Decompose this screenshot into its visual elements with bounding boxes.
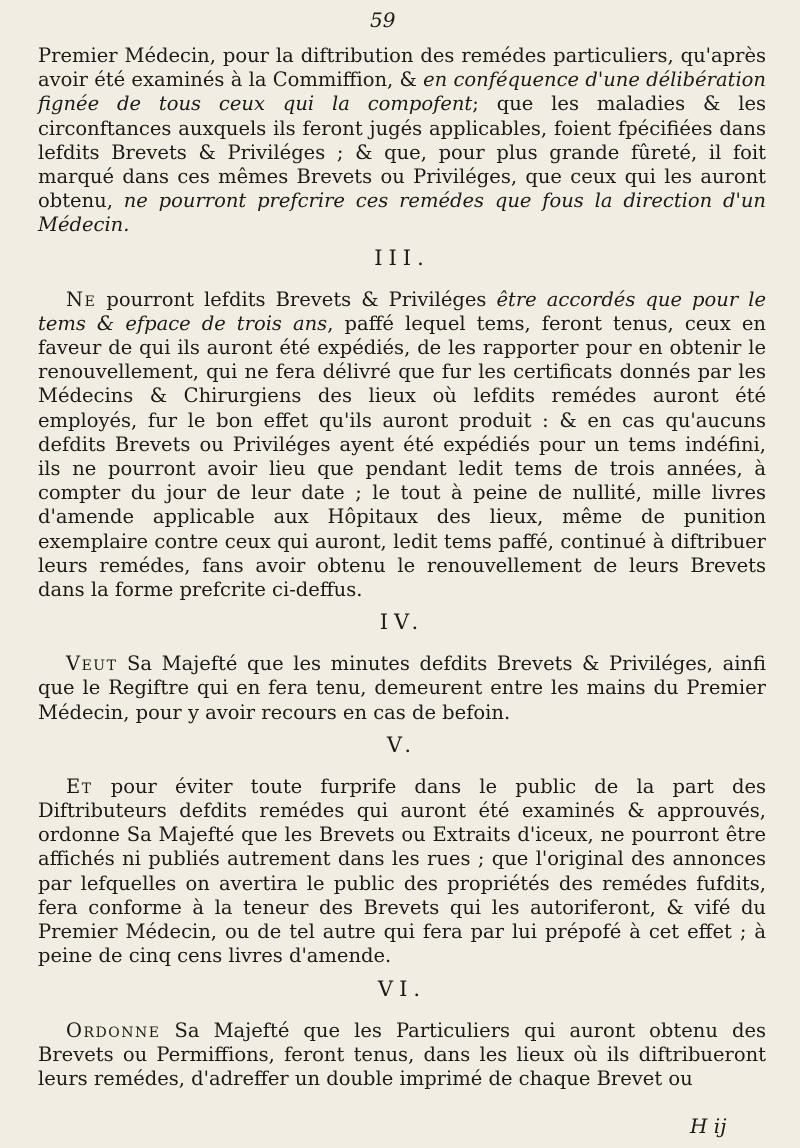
section-heading-iii: III. bbox=[374, 245, 430, 270]
lead-word: Et bbox=[66, 774, 93, 798]
text-run: Sa Majefté que les minutes defdits Brevets & Priviléges, ainfi que le Regiftre qui en fera tenu, demeurent entre les mains du Premier Médecin, pour y avoir recours en cas de befoin. bbox=[38, 652, 766, 724]
lead-word: Veut bbox=[66, 652, 118, 676]
article-v-paragraph bbox=[38, 775, 766, 969]
italic-run: être accordés que pour le tems & efpace de trois ans bbox=[38, 287, 766, 335]
paragraph-continuation bbox=[38, 44, 766, 238]
lead-word: Ne bbox=[66, 287, 97, 311]
text-run: Premier Médecin, pour la diftribution des remédes particuliers, qu'après avoir été examinés à la Commiffion, & bbox=[38, 44, 766, 92]
article-iii-paragraph bbox=[38, 288, 766, 603]
text-run: , paffé lequel tems, feront tenus, ceux en faveur de qui ils auront été expédiés, de les rapporter pour en obtenir le renouvellement, qui ne fera délivré que fur les certificats donnés par les Médecins & Chirurgiens des lieux où lefdits remédes auront été employés, fur le bon effet qu'ils auront produit : & en cas qu'aucuns defdits Brevets ou Priviléges ayent été expédiés pour un tems indéfini, ils ne pourront avoir lieu que pendant ledit tems de trois années, à compter du jour de leur date ; le tout à peine de nullité, mille livres d'amende applicable aux Hôpitaux des lieux, même de punition exemplaire contre ceux qui auront, ledit tems paffé, continué à diftribuer leurs remédes, fans avoir obtenu le renouvellement de leurs Brevets dans la forme prefcrite ci-deffus. bbox=[38, 311, 766, 602]
text-run: pourront lefdits Brevets & Priviléges bbox=[96, 287, 497, 311]
section-heading-iv: IV. bbox=[379, 610, 425, 635]
text-run: Sa Majefté que les Particuliers qui auront obtenu des Brevets ou Permiffions, feront tenus, dans les lieux où ils diftribueront leurs remédes, d'adreffer un double imprimé de chaque Brevet ou bbox=[38, 1018, 766, 1090]
article-vi-paragraph bbox=[38, 1019, 766, 1092]
lead-word: Ordonne bbox=[66, 1018, 161, 1042]
italic-run: ne pourront prefcrire ces remédes que fous la direction d'un Médecin. bbox=[38, 189, 766, 237]
italic-run: en conféquence d'une délibération fignée de tous ceux qui la compofent bbox=[38, 68, 766, 116]
text-run: ; que les maladies & les circonftances auxquels ils feront jugés applicables, foient fpécifiées dans lefdits Brevets & Priviléges ; & que, pour plus grande fûreté, il foit marqué dans ces mêmes Brevets ou Priviléges, que ceux qui les auront obtenu, bbox=[38, 92, 766, 213]
section-heading-v: V. bbox=[386, 732, 418, 757]
article-iv-paragraph bbox=[38, 652, 766, 725]
page-number: 59 bbox=[370, 8, 396, 32]
text-run: pour éviter toute furprife dans le public de la part des Diftributeurs defdits remédes qui auront été examinés & approuvés, ordonne Sa Majefté que les Brevets ou Extraits d'iceux, ne pourront être affichés ni publiés autrement dans les rues ; que l'original des annonces par lefquelles on avertira le public des propriétés des remédes fufdits, fera conforme à la teneur des Brevets qui les autoriferont, & vifé du Premier Médecin, ou de tel autre qui fera par lui prépofé à cet effet ; à peine de cinq cens livres d'amende. bbox=[38, 774, 766, 968]
signature-mark: H ij bbox=[690, 1114, 727, 1138]
section-heading-vi: VI. bbox=[377, 976, 427, 1001]
